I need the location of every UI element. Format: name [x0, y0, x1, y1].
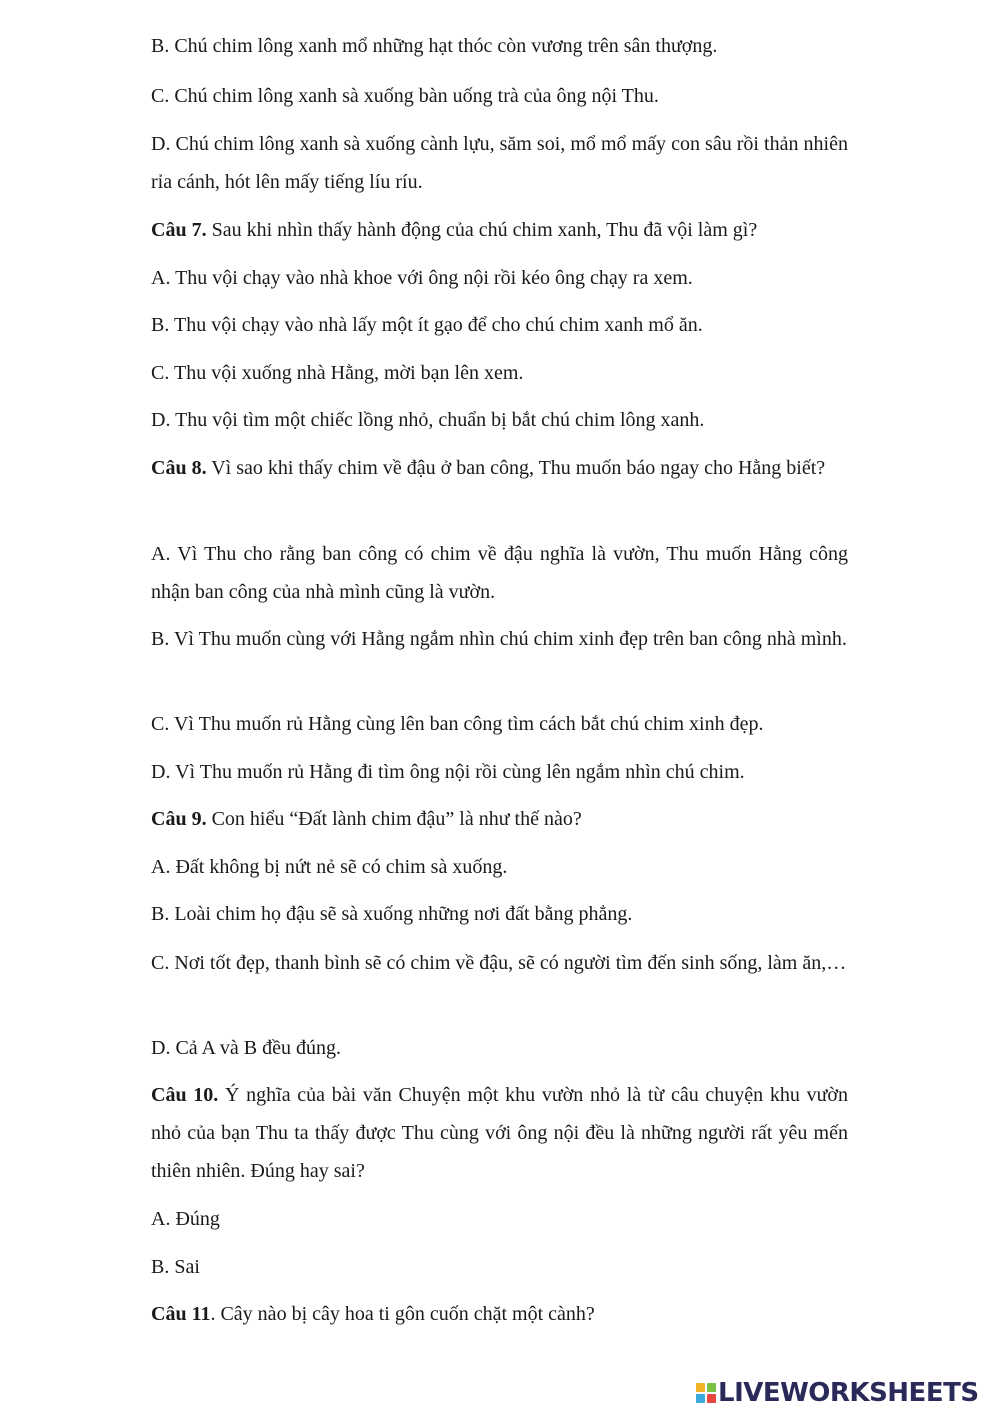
option-d-q7: D. Thu vội tìm một chiếc lồng nhỏ, chuẩn bị bắt chú chim lông xanh. [151, 409, 705, 431]
logo-square-4 [707, 1394, 716, 1403]
option-b-q10: B. Sai [151, 1256, 200, 1278]
question-10: Câu 10. Ý nghĩa của bài văn Chuyện một khu vườn nhỏ là từ câu chuyện khu vườn nhỏ của bạn Thu ta thấy được Thu cùng với ông nội đều là những người rất yêu mến thiên nhiên. Đúng hay sai? [151, 1084, 848, 1182]
question-11: Câu 11. Cây nào bị cây hoa ti gôn cuốn chặt một cành? [151, 1303, 595, 1325]
liveworksheets-logo [696, 1378, 979, 1408]
option-a-q9: A. Đất không bị nứt nẻ sẽ có chim sà xuống. [151, 856, 508, 878]
option-c-q9: C. Nơi tốt đẹp, thanh bình sẽ có chim về đậu, sẽ có người tìm đến sinh sống, làm ăn,… [151, 952, 847, 974]
option-d-q9: D. Cả A và B đều đúng. [151, 1037, 341, 1059]
option-b-q9: B. Loài chim họ đậu sẽ sà xuống những nơi đất bằng phẳng. [151, 903, 633, 925]
option-b-q7: B. Thu vội chạy vào nhà lấy một ít gạo để cho chú chim xanh mổ ăn. [151, 314, 703, 336]
brand-text: LIVEWORKSHEETS [718, 1378, 979, 1408]
liveworksheets-logo-icon [696, 1383, 716, 1403]
option-b-q6: B. Chú chim lông xanh mổ những hạt thóc còn vương trên sân thượng. [151, 35, 718, 57]
option-a-q8: A. Vì Thu cho rằng ban công có chim về đậu nghĩa là vườn, Thu muốn Hằng công nhận ban công của nhà mình cũng là vườn. [151, 543, 848, 603]
option-c-q6: C. Chú chim lông xanh sà xuống bàn uống trà của ông nội Thu. [151, 85, 659, 107]
option-c-q7: C. Thu vội xuống nhà Hằng, mời bạn lên xem. [151, 362, 524, 384]
logo-square-2 [707, 1383, 716, 1392]
option-d-q8: D. Vì Thu muốn rủ Hằng đi tìm ông nội rồi cùng lên ngắm nhìn chú chim. [151, 761, 745, 783]
question-7: Câu 7. Sau khi nhìn thấy hành động của chú chim xanh, Thu đã vội làm gì? [151, 219, 758, 241]
logo-square-1 [696, 1383, 705, 1392]
option-b-q8: B. Vì Thu muốn cùng với Hằng ngắm nhìn chú chim xinh đẹp trên ban công nhà mình. [151, 628, 847, 650]
logo-square-3 [696, 1394, 705, 1403]
option-c-q8: C. Vì Thu muốn rủ Hằng cùng lên ban công tìm cách bắt chú chim xinh đẹp. [151, 713, 764, 735]
option-a-q7: A. Thu vội chạy vào nhà khoe với ông nội rồi kéo ông chạy ra xem. [151, 267, 693, 289]
option-d-q6: D. Chú chim lông xanh sà xuống cành lựu, săm soi, mổ mổ mấy con sâu rồi thản nhiên rỉa cánh, hót lên mấy tiếng líu ríu. [151, 133, 848, 193]
question-8: Câu 8. Vì sao khi thấy chim về đậu ở ban công, Thu muốn báo ngay cho Hằng biết? [151, 457, 826, 479]
question-9: Câu 9. Con hiểu “Đất lành chim đậu” là như thế nào? [151, 808, 582, 830]
option-a-q10: A. Đúng [151, 1208, 220, 1230]
